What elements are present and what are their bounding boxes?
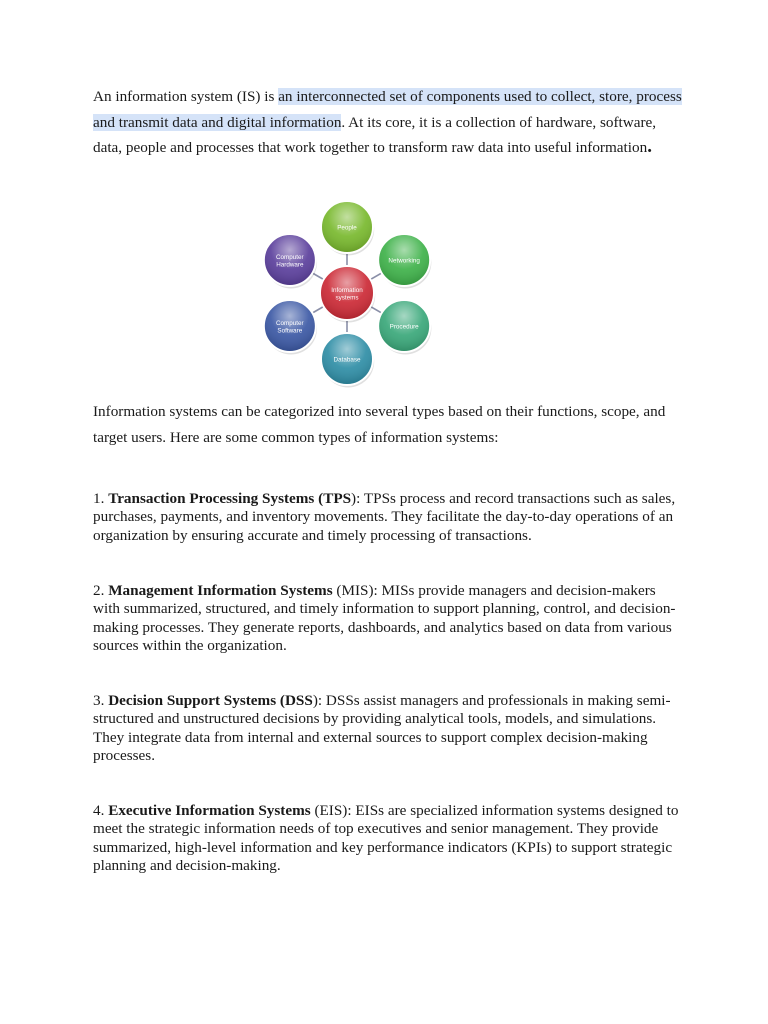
center-label: Information: [331, 286, 363, 294]
node-label: Networking: [388, 257, 420, 265]
intro-highlight: an interconnected set of components used to collect, store, process and transmit data and digital information: [93, 88, 682, 131]
node-label: Computer: [276, 319, 304, 327]
item-number: 4.: [93, 802, 109, 819]
intro-suffix: . At its core, it is a collection of hardware, software, data, people and processes that work together to transform raw data into useful information: [93, 113, 657, 156]
diagram-node: [378, 300, 431, 355]
node-label: Computer: [276, 253, 304, 261]
item-number: 2.: [93, 582, 109, 599]
diagram-node: [321, 201, 374, 256]
item-description: (MIS): MISs provide managers and decision-makers with summarized, structured, and timely information to support planning, control, and decision-making processes. They generate reports, dashboards, and analytics based on data from various sources within the organization.: [93, 582, 676, 655]
item-description: ): TPSs process and record transactions such as sales, purchases, payments, and inventory movements. They facilitate the day-to-day operations of an organization by ensuring accurate and timely processing of transactions.: [93, 490, 676, 544]
type-item: [93, 582, 683, 656]
item-number: 1.: [93, 490, 109, 507]
diagram-node: [321, 333, 374, 388]
item-title: Executive Information Systems: [108, 802, 311, 819]
item-title: Decision Support Systems (DSS: [108, 692, 313, 709]
intro-paragraph: [93, 84, 683, 161]
intro-end: .: [647, 136, 652, 157]
diagram-center: [320, 266, 375, 323]
diagram-node: [378, 234, 431, 289]
information-systems-diagram: [240, 200, 460, 390]
type-item: [93, 490, 683, 545]
intro-prefix: An information system (IS) is: [93, 88, 279, 105]
item-description: (EIS): EISs are specialized information systems designed to meet the strategic information needs of top executives and senior management. They provide summarized, high-level information and key performance indicators (KPIs) to support strategic planning and decision-making.: [93, 802, 679, 875]
node-label: People: [337, 224, 357, 232]
type-item: [93, 802, 683, 876]
center-label: systems: [335, 294, 359, 302]
diagram-node: [264, 234, 317, 289]
types-intro-paragraph: Information systems can be categorized into several types based on their functions, scope, and target users. Here are some common types of information systems:: [93, 403, 666, 446]
type-item: [93, 692, 683, 766]
item-title: Transaction Processing Systems (TPS: [108, 490, 352, 507]
node-label: Software: [277, 327, 303, 335]
node-label: Hardware: [276, 261, 304, 269]
diagram-node: [264, 300, 317, 355]
item-description: ): DSSs assist managers and professionals in making semi-structured and unstructured decisions by providing analytical tools, models, and simulations. They integrate data from internal and external sources to support complex decision-making processes.: [93, 692, 671, 765]
node-label: Procedure: [389, 323, 419, 331]
node-label: Database: [333, 356, 361, 364]
item-number: 3.: [93, 692, 109, 709]
item-title: Management Information Systems: [108, 582, 333, 599]
